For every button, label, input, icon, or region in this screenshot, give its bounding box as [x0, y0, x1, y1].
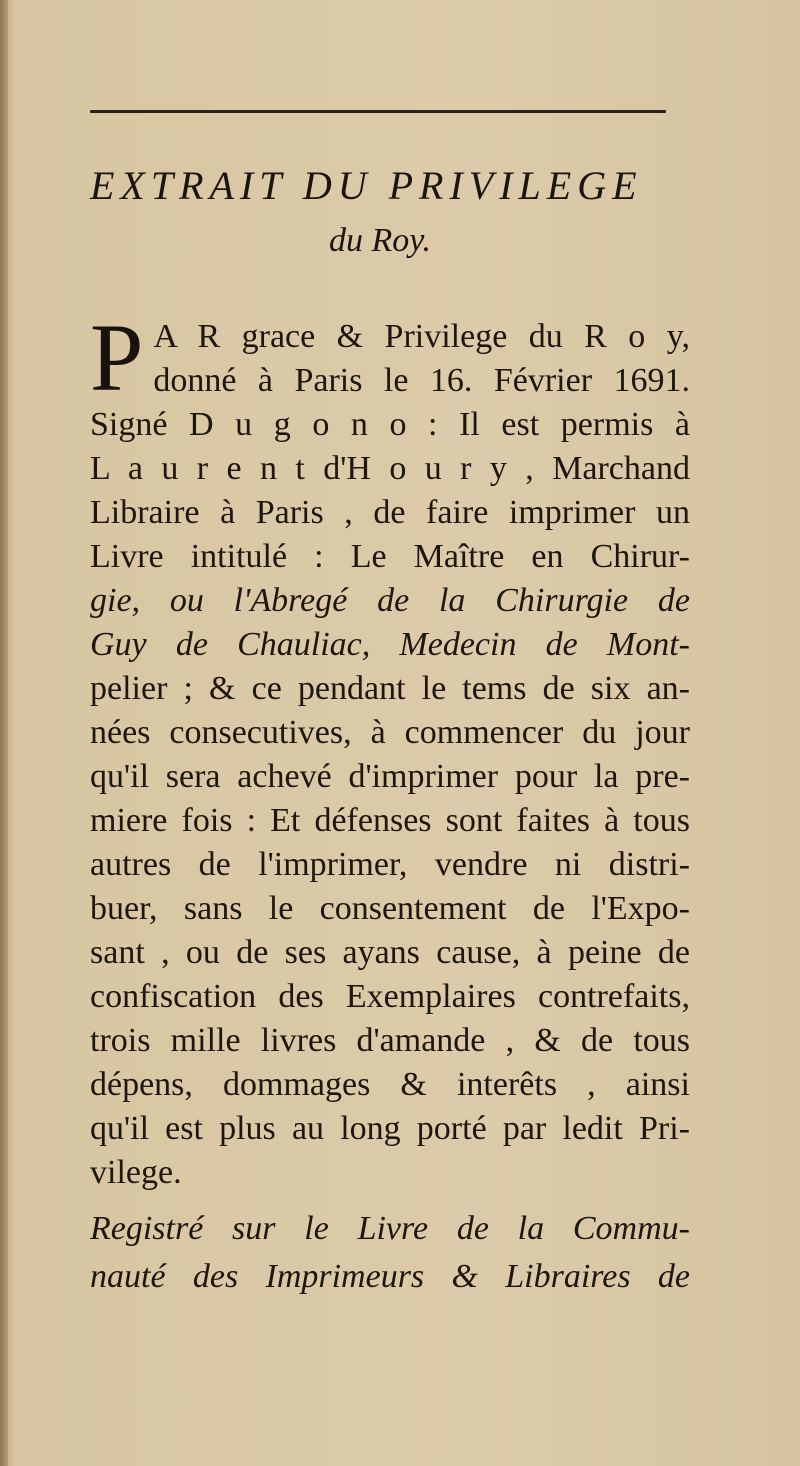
page-title: EXTRAIT DU PRIVILEGE	[90, 163, 643, 208]
text-line: trois mille livres d'amande , & de tous	[90, 1022, 690, 1059]
privilege-text	[90, 304, 690, 1195]
text-line: vilege.	[90, 1154, 182, 1191]
drop-cap: P	[90, 304, 144, 411]
text-line: pelier ; & ce pendant le tems de six an-	[90, 670, 690, 707]
text-line: L a u r e n t d'H o u r y , Marchand	[90, 450, 690, 487]
text-line: donné à Paris le 16. Février 1691.	[153, 362, 690, 399]
text-line: Guy de Chauliac, Medecin de Mont-	[90, 626, 690, 663]
text-line: buer, sans le consentement de l'Expo-	[90, 890, 690, 927]
page-subtitle: du Roy.	[329, 222, 431, 259]
text-line: sant , ou de ses ayans cause, à peine de	[90, 934, 690, 971]
footer-line: Registré sur le Livre de la Commu-	[90, 1210, 690, 1247]
text-line: dépens, dommages & interêts , ainsi	[90, 1066, 690, 1103]
registration-note	[90, 1205, 690, 1301]
text-line: A R grace & Privilege du R o y,	[153, 318, 690, 355]
text-line: Livre intitulé : Le Maître en Chirur-	[90, 538, 690, 575]
text-line: Libraire à Paris , de faire imprimer un	[90, 494, 690, 531]
text-line: qu'il est plus au long porté par ledit Pri-	[90, 1110, 690, 1147]
text-line: Signé D u g o n o : Il est permis à	[90, 406, 690, 443]
text-line: miere fois : Et défenses sont faites à tous	[90, 802, 690, 839]
text-line: nées consecutives, à commencer du jour	[90, 714, 690, 751]
top-rule	[90, 110, 666, 113]
footer-line: nauté des Imprimeurs & Libraires de	[90, 1258, 690, 1295]
text-line: qu'il sera achevé d'imprimer pour la pre-	[90, 758, 690, 795]
text-line: confiscation des Exemplaires contrefaits,	[90, 978, 690, 1015]
text-line: autres de l'imprimer, vendre ni distri-	[90, 846, 690, 883]
text-line: gie, ou l'Abregé de la Chirurgie de	[90, 582, 690, 619]
